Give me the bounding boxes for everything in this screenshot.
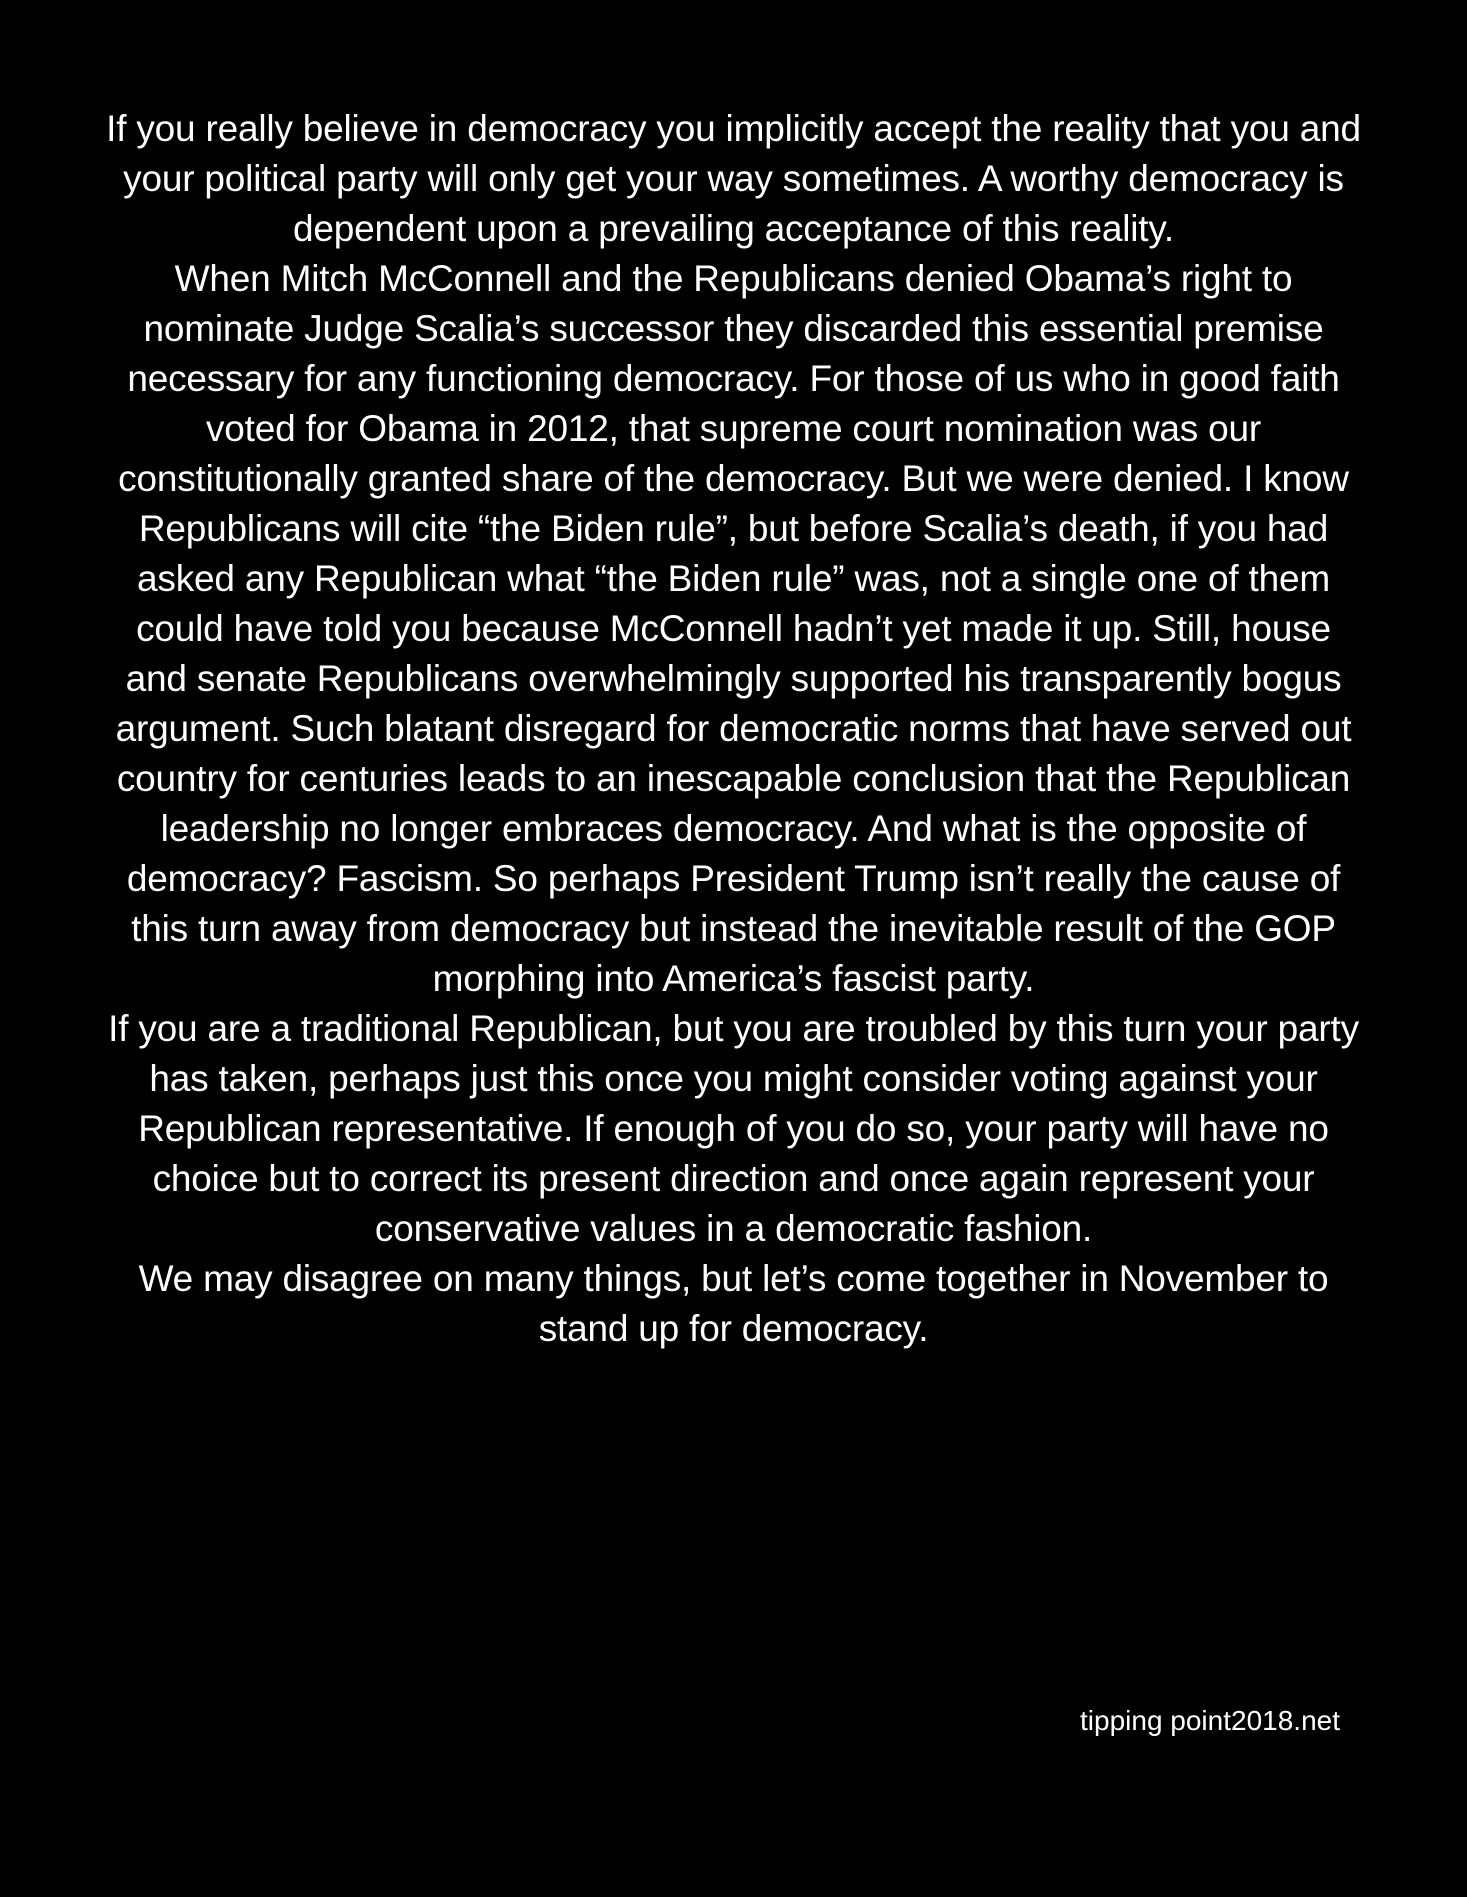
paragraph-closing: We may disagree on many things, but let’s come together in November to stand up for democracy. [138, 1258, 1329, 1349]
website-footer: tipping point2018.net [1080, 1705, 1340, 1736]
letter-body [105, 104, 1362, 1354]
paragraph-democracy-premise: If you really believe in democracy you implicitly accept the reality that you and your political party will only get your way sometimes. A worthy democracy is dependent upon a prevailing acceptance of this reality. [106, 108, 1361, 249]
paragraph-mcconnell-scalia: When Mitch McConnell and the Republicans denied Obama’s right to nominate Judge Scalia’s successor they discarded this essential premise necessary for any functioning democracy. For those of us who in good faith voted for Obama in 2012, that supreme court nomination was our constitutionally granted share of the democracy. But we were denied. I know Republicans will cite “the Biden rule”, but before Scalia’s death, if you had asked any Republican what “the Biden rule” was, not a single one of them could have told you because McConnell hadn’t yet made it up. Still, house and senate Republicans overwhelmingly supported his transparently bogus argument. Such blatant disregard for democratic norms that have served out country for centuries leads to an inescapable conclusion that the Republican leadership no longer embraces democracy. And what is the opposite of democracy? Fascism. So perhaps President Trump isn’t really the cause of this turn away from democracy but instead the inevitable result of the GOP morphing into America’s fascist party. [115, 258, 1352, 999]
paragraph-traditional-republican: If you are a traditional Republican, but you are troubled by this turn your party has taken, perhaps just this once you might consider voting against your Republican representative. If enough of you do so, your party will have no choice but to correct its present direction and once again represent your conservative values in a democratic fashion. [108, 1008, 1359, 1249]
